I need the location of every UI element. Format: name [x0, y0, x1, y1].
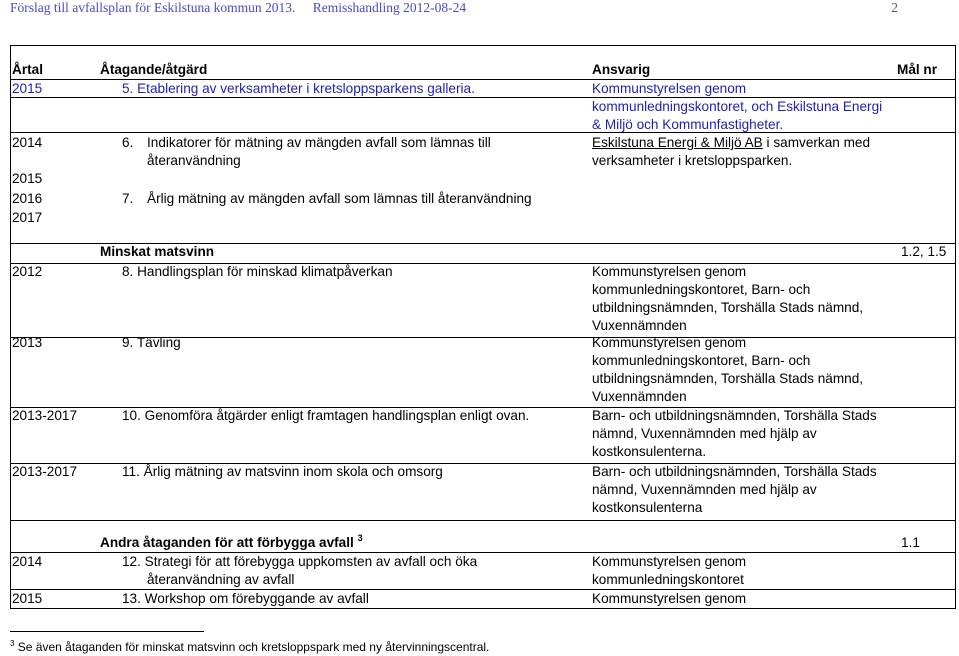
- row10-year: 2013-2017: [12, 408, 78, 423]
- row8-resp-line1: Kommunstyrelsen genom: [592, 264, 747, 279]
- row10-resp-line2: nämnd, Vuxennämnden med hjälp av: [592, 426, 817, 441]
- row6-text-line1: Indikatorer för mätning av mängden avfall som lämnas till: [147, 135, 491, 150]
- table-bottom-border: [10, 608, 956, 609]
- row8-year: 2012: [12, 264, 43, 279]
- row12-text-line1: 12. Strategi för att förebygga uppkomsten av avfall och öka: [122, 554, 478, 569]
- org-link-eskilstuna-energi[interactable]: Eskilstuna Energi & Miljö AB: [592, 135, 763, 150]
- row-border: [10, 132, 956, 133]
- section-heading-food-waste: Minskat matsvinn: [100, 244, 215, 259]
- row11-resp-line2: nämnd, Vuxennämnden med hjälp av: [592, 482, 817, 497]
- page-number: 2: [891, 0, 898, 15]
- row67-year-2016: 2016: [12, 191, 43, 206]
- row10-resp-line3: kostkonsulenterna.: [592, 444, 707, 459]
- row8-resp-line2: kommunledningskontoret, Barn- och: [592, 282, 811, 297]
- row5-resp-line2: kommunledningskontoret, och Eskilstuna Energi: [592, 99, 883, 114]
- row13-resp-line1: Kommunstyrelsen genom: [592, 591, 747, 606]
- row5-year: 2015: [12, 81, 43, 96]
- row10-resp-line1: Barn- och utbildningsnämnden, Torshälla Stads: [592, 408, 877, 423]
- row5-text: 5. Etablering av verksamheter i kretsloppsparkens galleria.: [122, 81, 475, 96]
- row10-text: 10. Genomföra åtgärder enligt framtagen handlingsplan enligt ovan.: [122, 408, 530, 423]
- section-goal-food-waste: 1.2, 1.5: [901, 244, 947, 259]
- row12-resp-line1: Kommunstyrelsen genom: [592, 554, 747, 569]
- col-header-goal: Mål nr: [897, 62, 938, 77]
- footnote-marker: 3: [10, 639, 15, 648]
- row67-year-2014: 2014: [12, 135, 43, 150]
- row8-resp-line3: utbildningsnämnden, Torshälla Stads nämnd,: [592, 300, 864, 315]
- section-goal-other-commitments: 1.1: [901, 535, 920, 550]
- row9-resp-line4: Vuxennämnden: [592, 389, 687, 404]
- col-header-year: Årtal: [12, 62, 43, 77]
- row67-resp-line2: verksamheter i kretsloppsparken.: [592, 153, 793, 168]
- col-header-responsible: Ansvarig: [592, 62, 651, 77]
- row9-text: 9. Tävling: [122, 335, 181, 350]
- row67-year-2017: 2017: [12, 210, 43, 225]
- footnote-separator: [10, 631, 204, 632]
- row11-resp-line3: kostkonsulenterna: [592, 500, 703, 515]
- row9-resp-line3: utbildningsnämnden, Torshälla Stads nämnd,: [592, 371, 864, 386]
- document-title: Förslag till avfallsplan för Eskilstuna kommun 2013.: [10, 0, 296, 15]
- table-right-border: [955, 45, 956, 608]
- row12-year: 2014: [12, 554, 43, 569]
- row67-year-2015: 2015: [12, 171, 43, 186]
- document-subtitle: Remisshandling 2012-08-24: [312, 0, 467, 15]
- row11-text: 11. Årlig mätning av matsvinn inom skola och omsorg: [122, 464, 443, 479]
- col-header-commitment: Åtagande/åtgärd: [100, 62, 208, 77]
- table-left-border: [10, 45, 11, 608]
- row11-resp-line1: Barn- och utbildningsnämnden, Torshälla Stads: [592, 464, 877, 479]
- row8-resp-line4: Vuxennämnden: [592, 318, 687, 333]
- row67-resp-line1: Eskilstuna Energi & Miljö AB i samverkan med: [592, 135, 871, 150]
- row5-resp-line3: & Miljö och Kommunfastigheter.: [592, 117, 784, 132]
- section-heading-other-commitments: Andra åtaganden för att förbygga avfall $^3$: [100, 533, 363, 550]
- row12-text-line2: återanvändning av avfall: [147, 572, 295, 587]
- row7-number: 7.: [122, 191, 134, 206]
- page-header: [10, 0, 950, 16]
- row11-year: 2013-2017: [12, 464, 78, 479]
- row12-resp-line2: kommunledningskontoret: [592, 572, 744, 587]
- row13-text: 13. Workshop om förebyggande av avfall: [122, 591, 369, 606]
- row9-resp-line1: Kommunstyrelsen genom: [592, 335, 747, 350]
- footnote-ref[interactable]: 3: [357, 533, 363, 543]
- row-border: [10, 520, 956, 521]
- table-top-border: [10, 45, 956, 46]
- row9-year: 2013: [12, 335, 43, 350]
- row7-text: Årlig mätning av mängden avfall som lämnas till återanvändning: [147, 191, 532, 206]
- footnote: [10, 636, 489, 655]
- row8-text: 8. Handlingsplan för minskad klimatpåverkan: [122, 264, 393, 279]
- row6-number: 6.: [122, 135, 134, 150]
- row5-resp-line1: Kommunstyrelsen genom: [592, 81, 747, 96]
- footnote-text: Se även åtaganden för minskat matsvinn och kretsloppspark med ny återvinningscentral.: [14, 640, 490, 654]
- row6-text-line2: återanvändning: [147, 153, 241, 168]
- row13-year: 2015: [12, 591, 43, 606]
- row9-resp-line2: kommunledningskontoret, Barn- och: [592, 353, 811, 368]
